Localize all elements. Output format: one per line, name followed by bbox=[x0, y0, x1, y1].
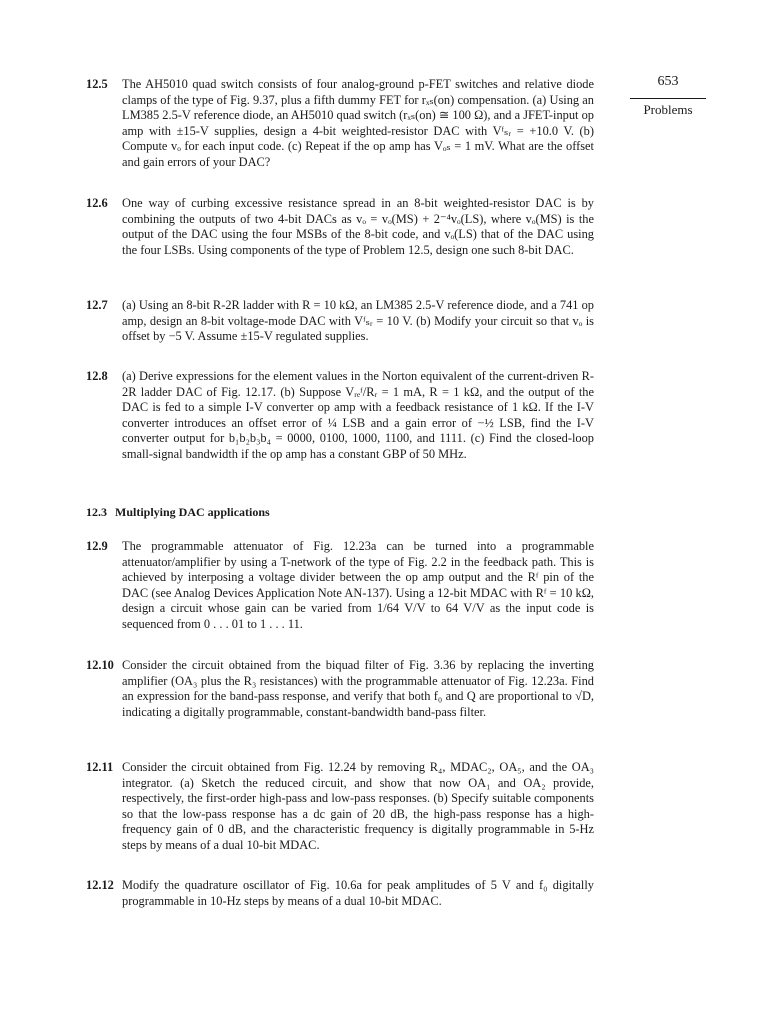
problem-12-12 bbox=[86, 878, 594, 909]
running-head: Problems bbox=[630, 98, 706, 117]
section-title: Multiplying DAC applications bbox=[115, 505, 270, 519]
problem-number: 12.12 bbox=[86, 878, 114, 892]
problem-text: (a) Derive expressions for the element values in the Norton equivalent of the current-driven R-2R ladder DAC of Fig. 12.17. (b) Suppose Vᵣₑᶠ/Rᵣ = 1 mA, R = 1 kΩ, and the output of the DAC is fed to a simple I-V converter op amp with a feedback resistance of 1 kΩ. If the I-V converter introduces an offset error of ¼ LSB and a gain error of −½ LSB, find the I-V converter output for b₁b₂b₃b₄ = 0000, 0100, 1000, 1100, and 1111. (c) Find the closed-loop small-signal bandwidth if the op amp has a constant GBP of 50 MHz. bbox=[122, 369, 594, 461]
problem-12-5 bbox=[86, 77, 594, 171]
problem-number: 12.8 bbox=[86, 369, 108, 383]
page-number: 653 bbox=[657, 74, 679, 89]
problem-number: 12.10 bbox=[86, 658, 114, 672]
problem-text: The AH5010 quad switch consists of four analog-ground p-FET switches and relative diode clamps of the type of Fig. 9.37, plus a fifth dummy FET for rₓₛ(on) compensation. (a) Using an LM385 2.5-V reference diode, an AH5010 quad switch (rₓₛ(on) ≅ 100 Ω), and a JFET-input op amp with ±15-V supplies, design a 4-bit weighted-resistor DAC with Vᶠₛᵣ = +10.0 V. (b) Compute vₒ for each input code. (c) Repeat if the op amp has Vₒₛ = 1 mV. What are the offset and gain errors of your DAC? bbox=[122, 77, 594, 169]
problem-text: Consider the circuit obtained from Fig. 12.24 by removing R₄, MDAC₂, OA₅, and the OA₃ integrator. (a) Sketch the reduced circuit, and show that now OA₁ and OA₂ provide, respectively, the first-order high-pass and low-pass responses. (b) Specify suitable components so that the low-pass response has a dc gain of 20 dB, the high-pass response has a high-frequency gain of 0 dB, and the characteristic frequency is digitally programmable in 5-Hz steps by means of a dual 10-bit MDAC. bbox=[122, 760, 594, 852]
problem-12-9 bbox=[86, 539, 594, 633]
problem-12-8 bbox=[86, 369, 594, 463]
problem-12-6 bbox=[86, 196, 594, 258]
problem-number: 12.11 bbox=[86, 760, 114, 774]
problem-text: Consider the circuit obtained from the biquad filter of Fig. 3.36 by replacing the inverting amplifier (OA₃ plus the R₃ resistances) with the programmable attenuator of Fig. 12.23a. Find an expression for the band-pass response, and verify that both f₀ and Q are proportional to √D, indicating a digitally programmable, constant-bandwidth band-pass filter. bbox=[122, 658, 594, 719]
problem-number: 12.6 bbox=[86, 196, 108, 210]
section-number: 12.3 bbox=[86, 505, 107, 519]
problem-number: 12.9 bbox=[86, 539, 108, 553]
problem-12-10 bbox=[86, 658, 594, 720]
problem-text: (a) Using an 8-bit R-2R ladder with R = 10 kΩ, an LM385 2.5-V reference diode, and a 741 op amp, design an 8-bit voltage-mode DAC with Vᶠₛᵣ = 10 V. (b) Modify your circuit so that vₒ is offset by −5 V. Assume ±15-V regulated supplies. bbox=[122, 298, 594, 344]
section-heading bbox=[86, 505, 270, 520]
problem-12-7 bbox=[86, 298, 594, 345]
problem-number: 12.7 bbox=[86, 298, 108, 312]
problem-text: One way of curbing excessive resistance spread in an 8-bit weighted-resistor DAC is by combining the outputs of two 4-bit DACs as vₒ = vₒ(MS) + 2⁻⁴vₒ(LS), where vₒ(MS) is the output of the DAC using the four MSBs of the 8-bit code, and vₒ(LS) that of the DAC using the four LSBs. Using components of the type of Problem 12.5, design one such 8-bit DAC. bbox=[122, 196, 594, 257]
problem-12-11 bbox=[86, 760, 594, 854]
problem-text: The programmable attenuator of Fig. 12.23a can be turned into a programmable attenuator/amplifier by using a T-network of the type of Fig. 2.2 in the feedback path. This is achieved by interposing a voltage divider between the op amp output and the Rᶠ pin of the DAC (see Analog Devices Application Note AN-137). Using a 12-bit MDAC with Rᶠ = 10 kΩ, design a circuit whose gain can be varied from 1/64 V/V to 64 V/V as the input code is sequenced from 0 . . . 01 to 1 . . . 11. bbox=[122, 539, 594, 631]
problem-number: 12.5 bbox=[86, 77, 108, 91]
problem-text: Modify the quadrature oscillator of Fig. 10.6a for peak amplitudes of 5 V and f₀ digitally programmable in 10-Hz steps by means of a dual 10-bit MDAC. bbox=[122, 878, 594, 908]
